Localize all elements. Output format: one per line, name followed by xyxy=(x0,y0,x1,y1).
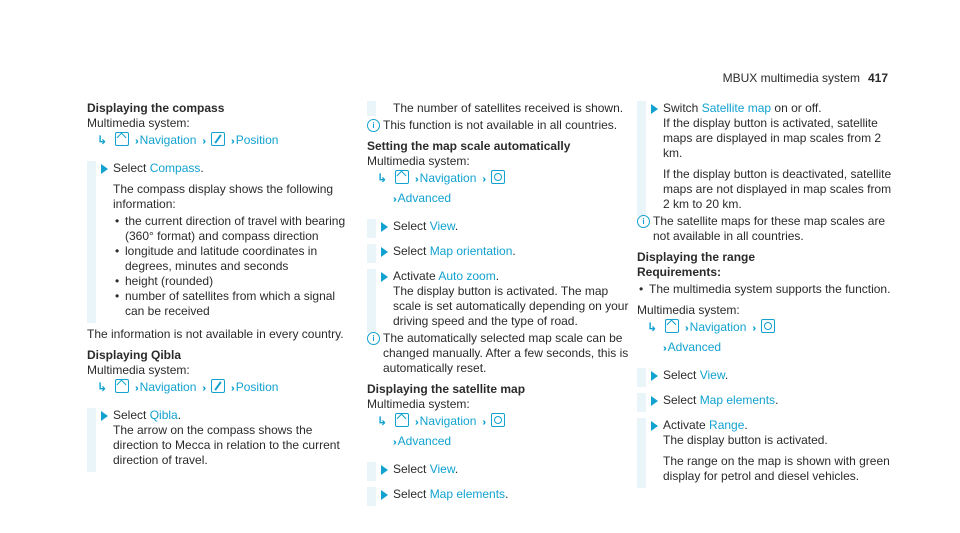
link-range[interactable]: Range xyxy=(709,418,745,432)
step-select-view-2: Select View. xyxy=(367,462,629,477)
satellite-map-menu-path-2 xyxy=(367,432,629,452)
info-icon: i xyxy=(367,119,380,132)
page-number: 417 xyxy=(867,71,888,85)
qibla-system-label: Multimedia system: xyxy=(87,363,190,377)
note-text: This function is not available in all countries. xyxy=(383,118,618,132)
column-2 xyxy=(367,101,629,502)
auto-zoom-note xyxy=(367,331,629,376)
step-select-view: Select View. xyxy=(637,368,899,383)
column-3 xyxy=(637,101,899,484)
auto-scale-heading: Setting the map scale automatically xyxy=(367,139,571,153)
navigation-icon xyxy=(211,379,225,393)
auto-scale-menu-path xyxy=(367,169,629,189)
chevron-icon: ›› xyxy=(415,174,416,185)
navigation-icon xyxy=(211,132,225,146)
step-select-qibla: Select Qibla. The arrow on the compass shows the direction to Mecca in relation to the current direction of travel. xyxy=(87,408,349,468)
qibla-menu-path xyxy=(87,378,349,398)
step-text: Select xyxy=(663,368,700,382)
compass-availability-note: The information is not available in every country. xyxy=(87,327,344,341)
chevron-icon: ›› xyxy=(231,383,232,394)
compass-menu-path xyxy=(87,131,349,151)
auto-zoom-description: The display button is activated. The map scale is set automatically depending on your driving speed and the type of road. xyxy=(393,284,629,328)
settings-icon xyxy=(491,413,505,427)
chevron-icon: ›› xyxy=(482,174,484,185)
satellite-count-text: The number of satellites received is shown. xyxy=(393,101,624,115)
requirements-list xyxy=(637,282,899,297)
home-icon xyxy=(115,132,129,146)
step-text: Select xyxy=(663,393,700,407)
compass-heading: Displaying the compass xyxy=(87,101,225,115)
step-activate-range: Activate Range. The display button is activated. The range on the map is shown with green display for petrol and diesel vehicles. xyxy=(637,418,899,484)
step-text: Select xyxy=(393,462,430,476)
step-text: Activate xyxy=(663,418,710,432)
chevron-icon: ›› xyxy=(231,136,232,147)
range-menu-path xyxy=(637,318,899,338)
menu-navigation[interactable]: Navigation xyxy=(419,171,477,185)
step-text: Select xyxy=(393,219,430,233)
chevron-icon: ›› xyxy=(415,417,416,428)
return-arrow-icon: ↳ xyxy=(97,380,108,394)
step-activate-auto-zoom: Activate Auto zoom. The display button is activated. The map scale is set automatically depending on your driving speed and the type of road. xyxy=(367,269,629,329)
availability-note xyxy=(367,118,629,133)
step-text: Activate xyxy=(393,269,439,283)
info-icon: i xyxy=(637,215,650,228)
compass-info-list xyxy=(113,214,349,319)
chevron-icon: ›› xyxy=(663,343,664,354)
satellite-map-heading: Displaying the satellite map xyxy=(367,382,526,396)
step-arrow-icon xyxy=(381,247,388,257)
step-text: Switch xyxy=(663,101,702,115)
step-switch-satellite-map xyxy=(637,101,899,212)
range-description: The range on the map is shown with green display for petrol and diesel vehicles. xyxy=(663,454,890,483)
list-item: • The multimedia system supports the function. xyxy=(637,282,899,297)
satellite-off-description: If the display button is deactivated, satellite maps are not displayed in map scales from 2 km to 20 km. xyxy=(663,167,892,211)
step-text: Select xyxy=(393,487,430,501)
step-select-map-elements: Select Map elements. xyxy=(367,487,629,502)
satellite-count-block xyxy=(367,101,629,116)
link-qibla[interactable]: Qibla xyxy=(149,408,178,422)
link-map-orientation[interactable]: Map orientation xyxy=(429,244,513,258)
menu-navigation[interactable]: Navigation xyxy=(689,320,747,334)
manual-title: MBUX multimedia system xyxy=(722,71,860,85)
list-item: • number of satellites from which a signal can be received xyxy=(113,289,349,319)
auto-scale-menu-path-2 xyxy=(367,189,629,209)
satellite-map-menu-path xyxy=(367,412,629,432)
step-text: Select xyxy=(113,408,150,422)
list-item: • the current direction of travel with bearing (360° format) and compass direction xyxy=(113,214,349,244)
step-arrow-icon xyxy=(651,421,658,431)
menu-navigation[interactable]: Navigation xyxy=(139,380,197,394)
link-view[interactable]: View xyxy=(429,462,455,476)
return-arrow-icon: ↳ xyxy=(97,133,108,147)
list-item: • height (rounded) xyxy=(113,274,349,289)
menu-advanced[interactable]: Advanced xyxy=(397,434,452,448)
qibla-heading: Displaying Qibla xyxy=(87,348,182,362)
home-icon xyxy=(115,379,129,393)
step-select-orientation: Select Map orientation. xyxy=(367,244,629,259)
settings-icon xyxy=(761,319,775,333)
chevron-icon: ›› xyxy=(202,383,204,394)
satellite-on-description: If the display button is activated, satellite maps are displayed in map scales from 2 km. xyxy=(663,116,882,160)
home-icon xyxy=(395,170,409,184)
step-text: Select xyxy=(113,161,150,175)
note-text: The automatically selected map scale can be changed manually. After a few seconds, this is automatically reset. xyxy=(383,331,629,375)
menu-position[interactable]: Position xyxy=(235,380,279,394)
menu-advanced[interactable]: Advanced xyxy=(667,340,722,354)
menu-advanced[interactable]: Advanced xyxy=(397,191,452,205)
satellite-map-system-label: Multimedia system: xyxy=(367,397,470,411)
step-select-view: Select View. xyxy=(367,219,629,234)
return-arrow-icon: ↳ xyxy=(377,414,388,428)
chevron-icon: ›› xyxy=(393,437,394,448)
return-arrow-icon: ↳ xyxy=(647,320,658,334)
compass-description: The compass display shows the following information: xyxy=(113,182,334,211)
link-map-elements[interactable]: Map elements xyxy=(699,393,776,407)
chevron-icon: ›› xyxy=(202,136,204,147)
chevron-icon: ›› xyxy=(135,136,136,147)
chevron-icon: ›› xyxy=(482,417,484,428)
step-arrow-icon xyxy=(651,371,658,381)
chevron-icon: ›› xyxy=(393,194,394,205)
list-item: • longitude and latitude coordinates in degrees, minutes and seconds xyxy=(113,244,349,274)
chevron-icon: ›› xyxy=(135,383,136,394)
note-text: The satellite maps for these map scales are not available in all countries. xyxy=(653,214,886,243)
step-text: on or off. xyxy=(771,101,822,115)
info-icon: i xyxy=(367,332,380,345)
satellite-map-note xyxy=(637,214,899,244)
return-arrow-icon: ↳ xyxy=(377,171,388,185)
link-compass[interactable]: Compass xyxy=(149,161,201,175)
range-menu-path-2 xyxy=(637,338,899,358)
menu-navigation[interactable]: Navigation xyxy=(419,414,477,428)
step-arrow-icon xyxy=(651,396,658,406)
step-arrow-icon xyxy=(651,104,658,114)
page-header xyxy=(723,71,888,85)
step-select-map-elements: Select Map elements. xyxy=(637,393,899,408)
requirements-heading: Requirements: xyxy=(637,265,722,279)
link-view[interactable]: View xyxy=(699,368,725,382)
menu-navigation[interactable]: Navigation xyxy=(139,133,197,147)
step-arrow-icon xyxy=(381,490,388,500)
step-arrow-icon xyxy=(381,465,388,475)
chevron-icon: ›› xyxy=(685,323,686,334)
settings-icon xyxy=(491,170,505,184)
auto-scale-system-label: Multimedia system: xyxy=(367,154,470,168)
menu-position[interactable]: Position xyxy=(235,133,279,147)
step-arrow-icon xyxy=(381,222,388,232)
link-auto-zoom[interactable]: Auto zoom xyxy=(438,269,496,283)
compass-system-label: Multimedia system: xyxy=(87,116,190,130)
chevron-icon: ›› xyxy=(752,323,754,334)
link-satellite-map[interactable]: Satellite map xyxy=(701,101,772,115)
range-activated-text: The display button is activated. xyxy=(663,433,828,447)
home-icon xyxy=(395,413,409,427)
range-system-label: Multimedia system: xyxy=(637,303,740,317)
step-arrow-icon xyxy=(101,164,108,174)
qibla-description: The arrow on the compass shows the direction to Mecca in relation to the current direction of travel. xyxy=(113,423,340,467)
home-icon xyxy=(665,319,679,333)
step-select-compass: Select Compass. The compass display shows the following information: • the current direction of travel with bearing (360° format) and compass direction • longitude and latitude coordinates in degrees, minutes and seconds • height (rounded) • number of satellites from which a signal can be received xyxy=(87,161,349,319)
step-text: Select xyxy=(393,244,430,258)
range-heading: Displaying the range xyxy=(637,250,756,264)
step-arrow-icon xyxy=(101,411,108,421)
step-arrow-icon xyxy=(381,272,388,282)
link-view[interactable]: View xyxy=(429,219,455,233)
column-1 xyxy=(87,101,349,468)
link-map-elements[interactable]: Map elements xyxy=(429,487,506,501)
